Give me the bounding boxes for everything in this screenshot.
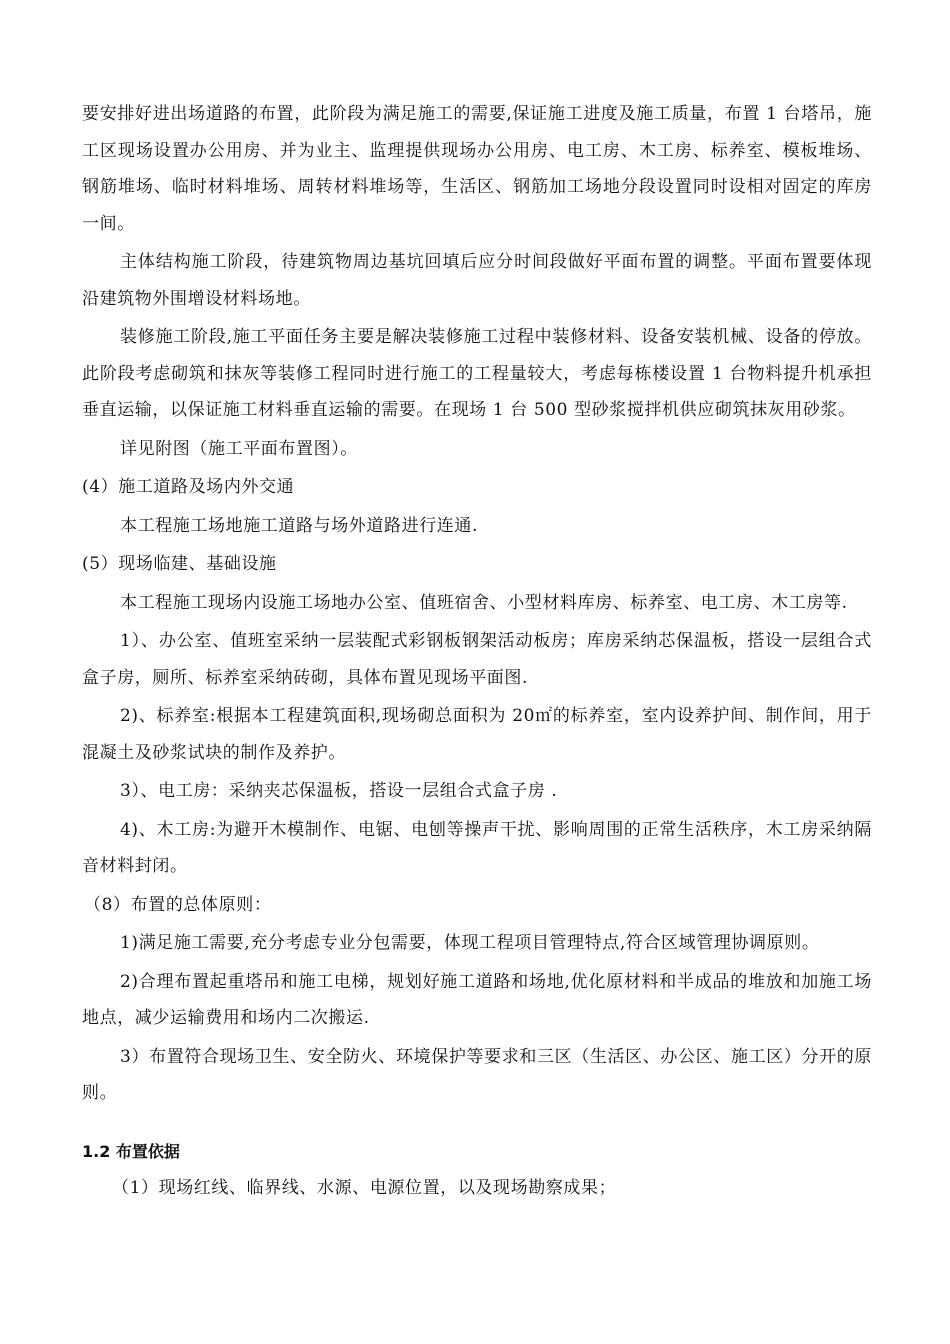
paragraph-site-layout: 要安排好进出场道路的布置，此阶段为满足施工的需要,保证施工进度及施工质量，布置 1 台塔吊，施工区现场设置办公用房、并为业主、监理提供现场办公用房、电工房、木工房、标养室、模板堆场、钢筋堆场、临时材料堆场、周转材料堆场等，生活区、钢筋加工场地分段设置同时设相对固定的库房一间。 — [82, 104, 872, 234]
paragraph-main-structure: 主体结构施工阶段，待建筑物周边基坑回填后应分时间段做好平面布置的调整。平面布置要体现沿建筑物外围增设材料场地。 — [82, 252, 872, 309]
list-item-principle-3: 3）布置符合现场卫生、安全防火、环境保护等要求和三区（生活区、办公区、施工区）分开的原则。 — [82, 1046, 872, 1103]
paragraph-see-attachment: 详见附图（施工平面布置图）。 — [120, 438, 358, 459]
subheading-temporary-facilities: (5）现场临建、基础设施 — [82, 554, 277, 574]
paragraph-roads: 本工程施工场地施工道路与场外道路进行连通. — [120, 515, 479, 536]
document-page — [82, 96, 872, 1208]
subheading-general-principles: （8）布置的总体原则： — [84, 894, 272, 915]
list-item-principle-2: 2)合理布置起重塔吊和施工电梯，规划好施工道路和场地,优化原材料和半成品的堆放和加施工场地点，减少运输费用和场内二次搬运. — [82, 971, 872, 1028]
list-item-basis-1: （1）现场红线、临界线、水源、电源位置，以及现场勘察成果； — [112, 1177, 617, 1198]
paragraph-facilities: 本工程施工现场内设施工场地办公室、值班宿舍、小型材料库房、标养室、电工房、木工房等. — [120, 592, 848, 613]
list-item-electrician-room: 3）、电工房：采纳夹芯保温板，搭设一层组合式盒子房 . — [120, 781, 558, 801]
list-item-office: 1）、办公室、值班室采纳一层装配式彩钢板钢架活动板房；库房采纳芯保温板，搭设一层组合式盒子房，厕所、标养室采纳砖砌，具体布置见现场平面图. — [82, 631, 872, 688]
list-item-curing-room: 2)、标养室:根据本工程建筑面积,现场砌总面积为 20㎡的标养室，室内设养护间、制作间，用于混凝土及砂浆试块的制作及养护。 — [82, 706, 872, 763]
section-spacer — [82, 1114, 872, 1134]
list-item-principle-1: 1)满足施工需要,充分考虑专业分包需要，体现工程项目管理特点,符合区域管理协调原则。 — [120, 933, 820, 953]
section-heading: 1.2 布置依据 — [82, 1141, 180, 1161]
subheading-roads-traffic: (4）施工道路及场内外交通 — [82, 477, 295, 497]
list-item-carpenter-room: 4)、木工房:为避开木模制作、电锯、电刨等操声干扰、影响周围的正常生活秩序，木工房采纳隔音材料封闭。 — [82, 819, 872, 876]
paragraph-decoration-stage: 装修施工阶段,施工平面任务主要是解决装修施工过程中装修材料、设备安装机械、设备的停放。此阶段考虑砌筑和抹灰等装修工程同时进行施工的工程量较大，考虑每栋楼设置 1 台物料提升机承担垂直运输，以保证施工材料垂直运输的需要。在现场 1 台 500 型砂浆搅拌机供应砌筑抹灰用砂浆。 — [82, 327, 872, 420]
